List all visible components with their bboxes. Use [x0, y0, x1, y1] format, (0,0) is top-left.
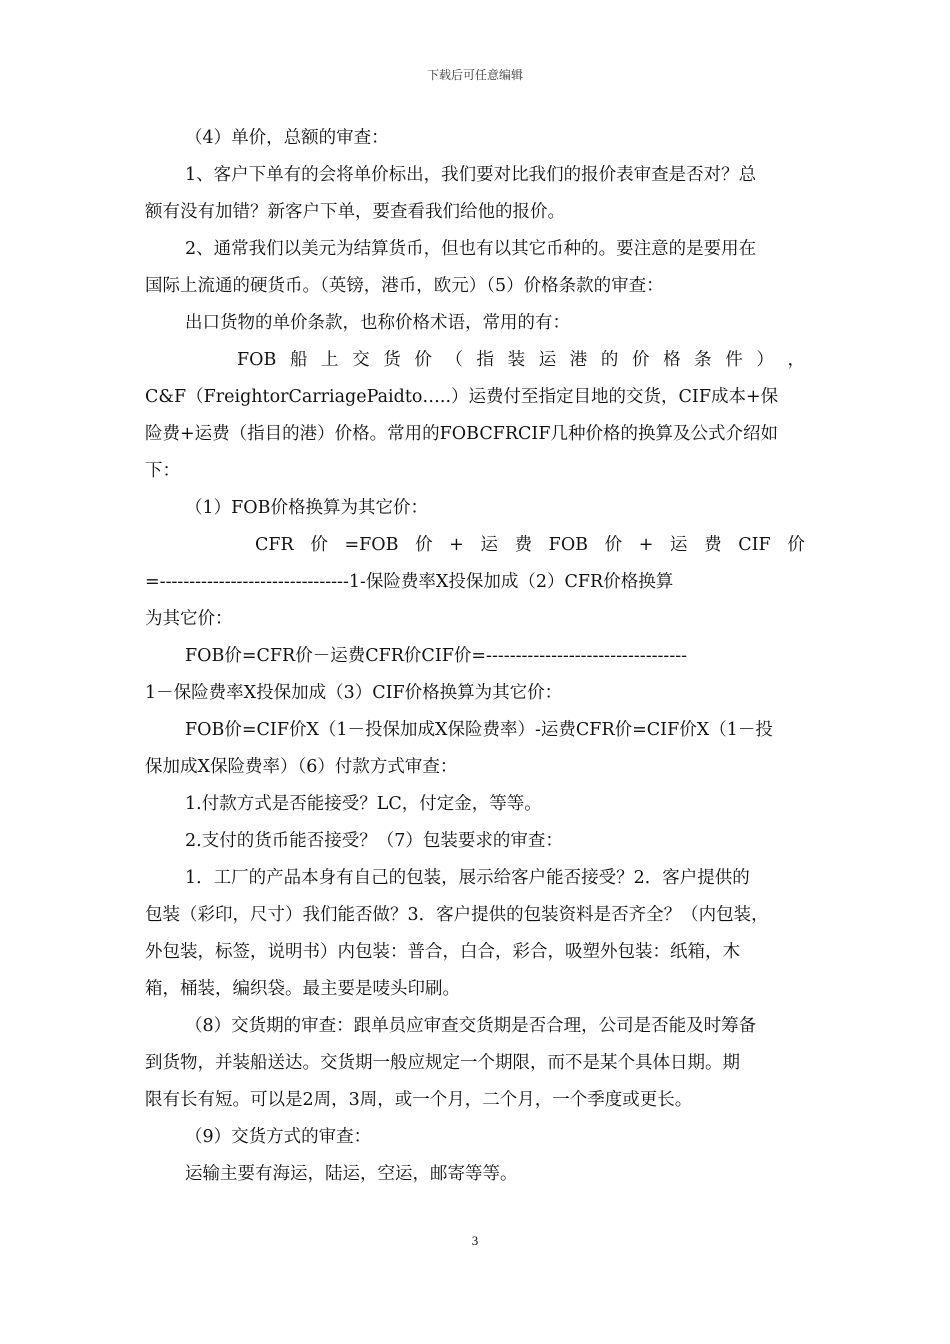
paragraph-line: FOB价=CIF价X（1－投保加成X保险费率）-运费CFR价=CIF价X（1－投: [185, 720, 773, 740]
paragraph-line: 外包装，标签，说明书）内包装：普合，白合，彩合，吸塑外包装：纸箱，木: [145, 942, 740, 962]
justified-token: CFR: [255, 535, 294, 555]
justified-token: =FOB: [344, 535, 399, 555]
justified-token: 价: [415, 535, 433, 555]
justified-token: 运: [670, 535, 688, 555]
justified-token: +: [449, 535, 464, 555]
paragraph-line: （9）交货方式的审查：: [185, 1127, 372, 1147]
paragraph-line: 险费+运费（指目的港）价格。常用的FOBCFRCIF几种价格的换算及公式介绍如: [145, 424, 778, 444]
justified-token: ）: [756, 350, 774, 370]
justified-token: FOB: [237, 350, 277, 370]
justified-token: CIF: [738, 535, 771, 555]
paragraph-line: =--------------------------------1-保险费率X投保加成（2）CFR价格换算: [145, 572, 674, 592]
paragraph-line: （4）单价，总额的审查：: [185, 128, 389, 148]
justified-token: 费: [704, 535, 722, 555]
paragraph-line: 箱，桶装，编织袋。最主要是唛头印刷。: [145, 979, 460, 999]
justified-token: 交: [352, 350, 370, 370]
paragraph-line: 1、客户下单有的会将单价标出，我们要对比我们的报价表审查是否对？总: [185, 165, 757, 185]
justified-token: 的: [600, 350, 619, 370]
justified-token: 装: [507, 350, 526, 370]
justified-token: 指: [476, 350, 495, 370]
justified-token: +: [638, 535, 654, 555]
paragraph-line: 到货物，并装船送达。交货期一般应规定一个期限，而不是某个具体日期。期: [145, 1053, 740, 1073]
paragraph-line: （8）交货期的审查：跟单员应审查交货期是否合理，公司是否能及时筹备: [185, 1016, 757, 1036]
justified-token: ，: [787, 350, 805, 370]
justified-token: 格: [663, 350, 681, 370]
paragraph-line: 1－保险费率X投保加成（3）CIF价格换算为其它价：: [145, 683, 563, 703]
justified-token: 价: [310, 535, 328, 555]
justified-token: 运: [480, 535, 498, 555]
paragraph-line: 包装（彩印，尺寸）我们能否做？3．客户提供的包装资料是否齐全？（内包装，: [145, 905, 769, 925]
paragraph-line: C&F（FreightorCarriagePaidto…..）运费付至指定目地的交货，CIF成本+保: [145, 387, 779, 407]
paragraph-line: FOB价=CFR价－运费CFR价CIF价=----------------------------------: [185, 646, 688, 666]
justified-token: 货: [383, 350, 401, 370]
justified-line-fob: [145, 342, 805, 379]
justified-token: 条: [694, 350, 712, 370]
justified-token: 价: [414, 350, 432, 370]
page-number: 3: [471, 1233, 479, 1248]
justified-token: 港: [569, 350, 588, 370]
justified-token: 价: [787, 535, 805, 555]
justified-token: 费: [514, 535, 533, 555]
justified-token: FOB: [548, 535, 589, 555]
justified-token: 运: [538, 350, 557, 370]
justified-token: （: [445, 350, 463, 370]
paragraph-line: 运输主要有海运，陆运，空运，邮寄等等。: [185, 1164, 518, 1184]
justified-token: 价: [631, 350, 650, 370]
paragraph-line: 2.支付的货币能否接受？（7）包装要求的审查：: [185, 831, 563, 851]
paragraph-line: 下：: [145, 461, 180, 481]
paragraph-line: 为其它价：: [145, 609, 233, 629]
justified-token: 上: [321, 350, 339, 370]
justified-token: 船: [289, 350, 308, 370]
justified-token: 件: [725, 350, 743, 370]
justified-token: 价: [604, 535, 623, 555]
paragraph-line: 限有长有短。可以是2周，3周，或一个月，二个月，一个季度或更长。: [145, 1090, 693, 1110]
paragraph-line: 保加成X保险费率）（6）付款方式审查：: [145, 757, 458, 777]
paragraph-line: 额有没有加错？新客户下单，要查看我们给他的报价。: [145, 202, 565, 222]
justified-line-cfr: [145, 527, 805, 564]
page-header: 下载后可任意编辑: [426, 68, 523, 82]
paragraph-line: 出口货物的单价条款，也称价格术语，常用的有：: [185, 313, 570, 333]
paragraph-line: （1）FOB价格换算为其它价：: [185, 498, 428, 518]
document-body: [145, 120, 805, 1193]
paragraph-line: 2、通常我们以美元为结算货币，但也有以其它币种的。要注意的是要用在: [185, 239, 757, 259]
paragraph-line: 1.付款方式是否能接受？LC，付定金，等等。: [185, 794, 542, 814]
paragraph-line: 1．工厂的产品本身有自己的包装，展示给客户能否接受？2．客户提供的: [185, 868, 750, 888]
paragraph-line: 国际上流通的硬货币。（英镑，港币，欧元）（5）价格条款的审查：: [145, 276, 664, 296]
